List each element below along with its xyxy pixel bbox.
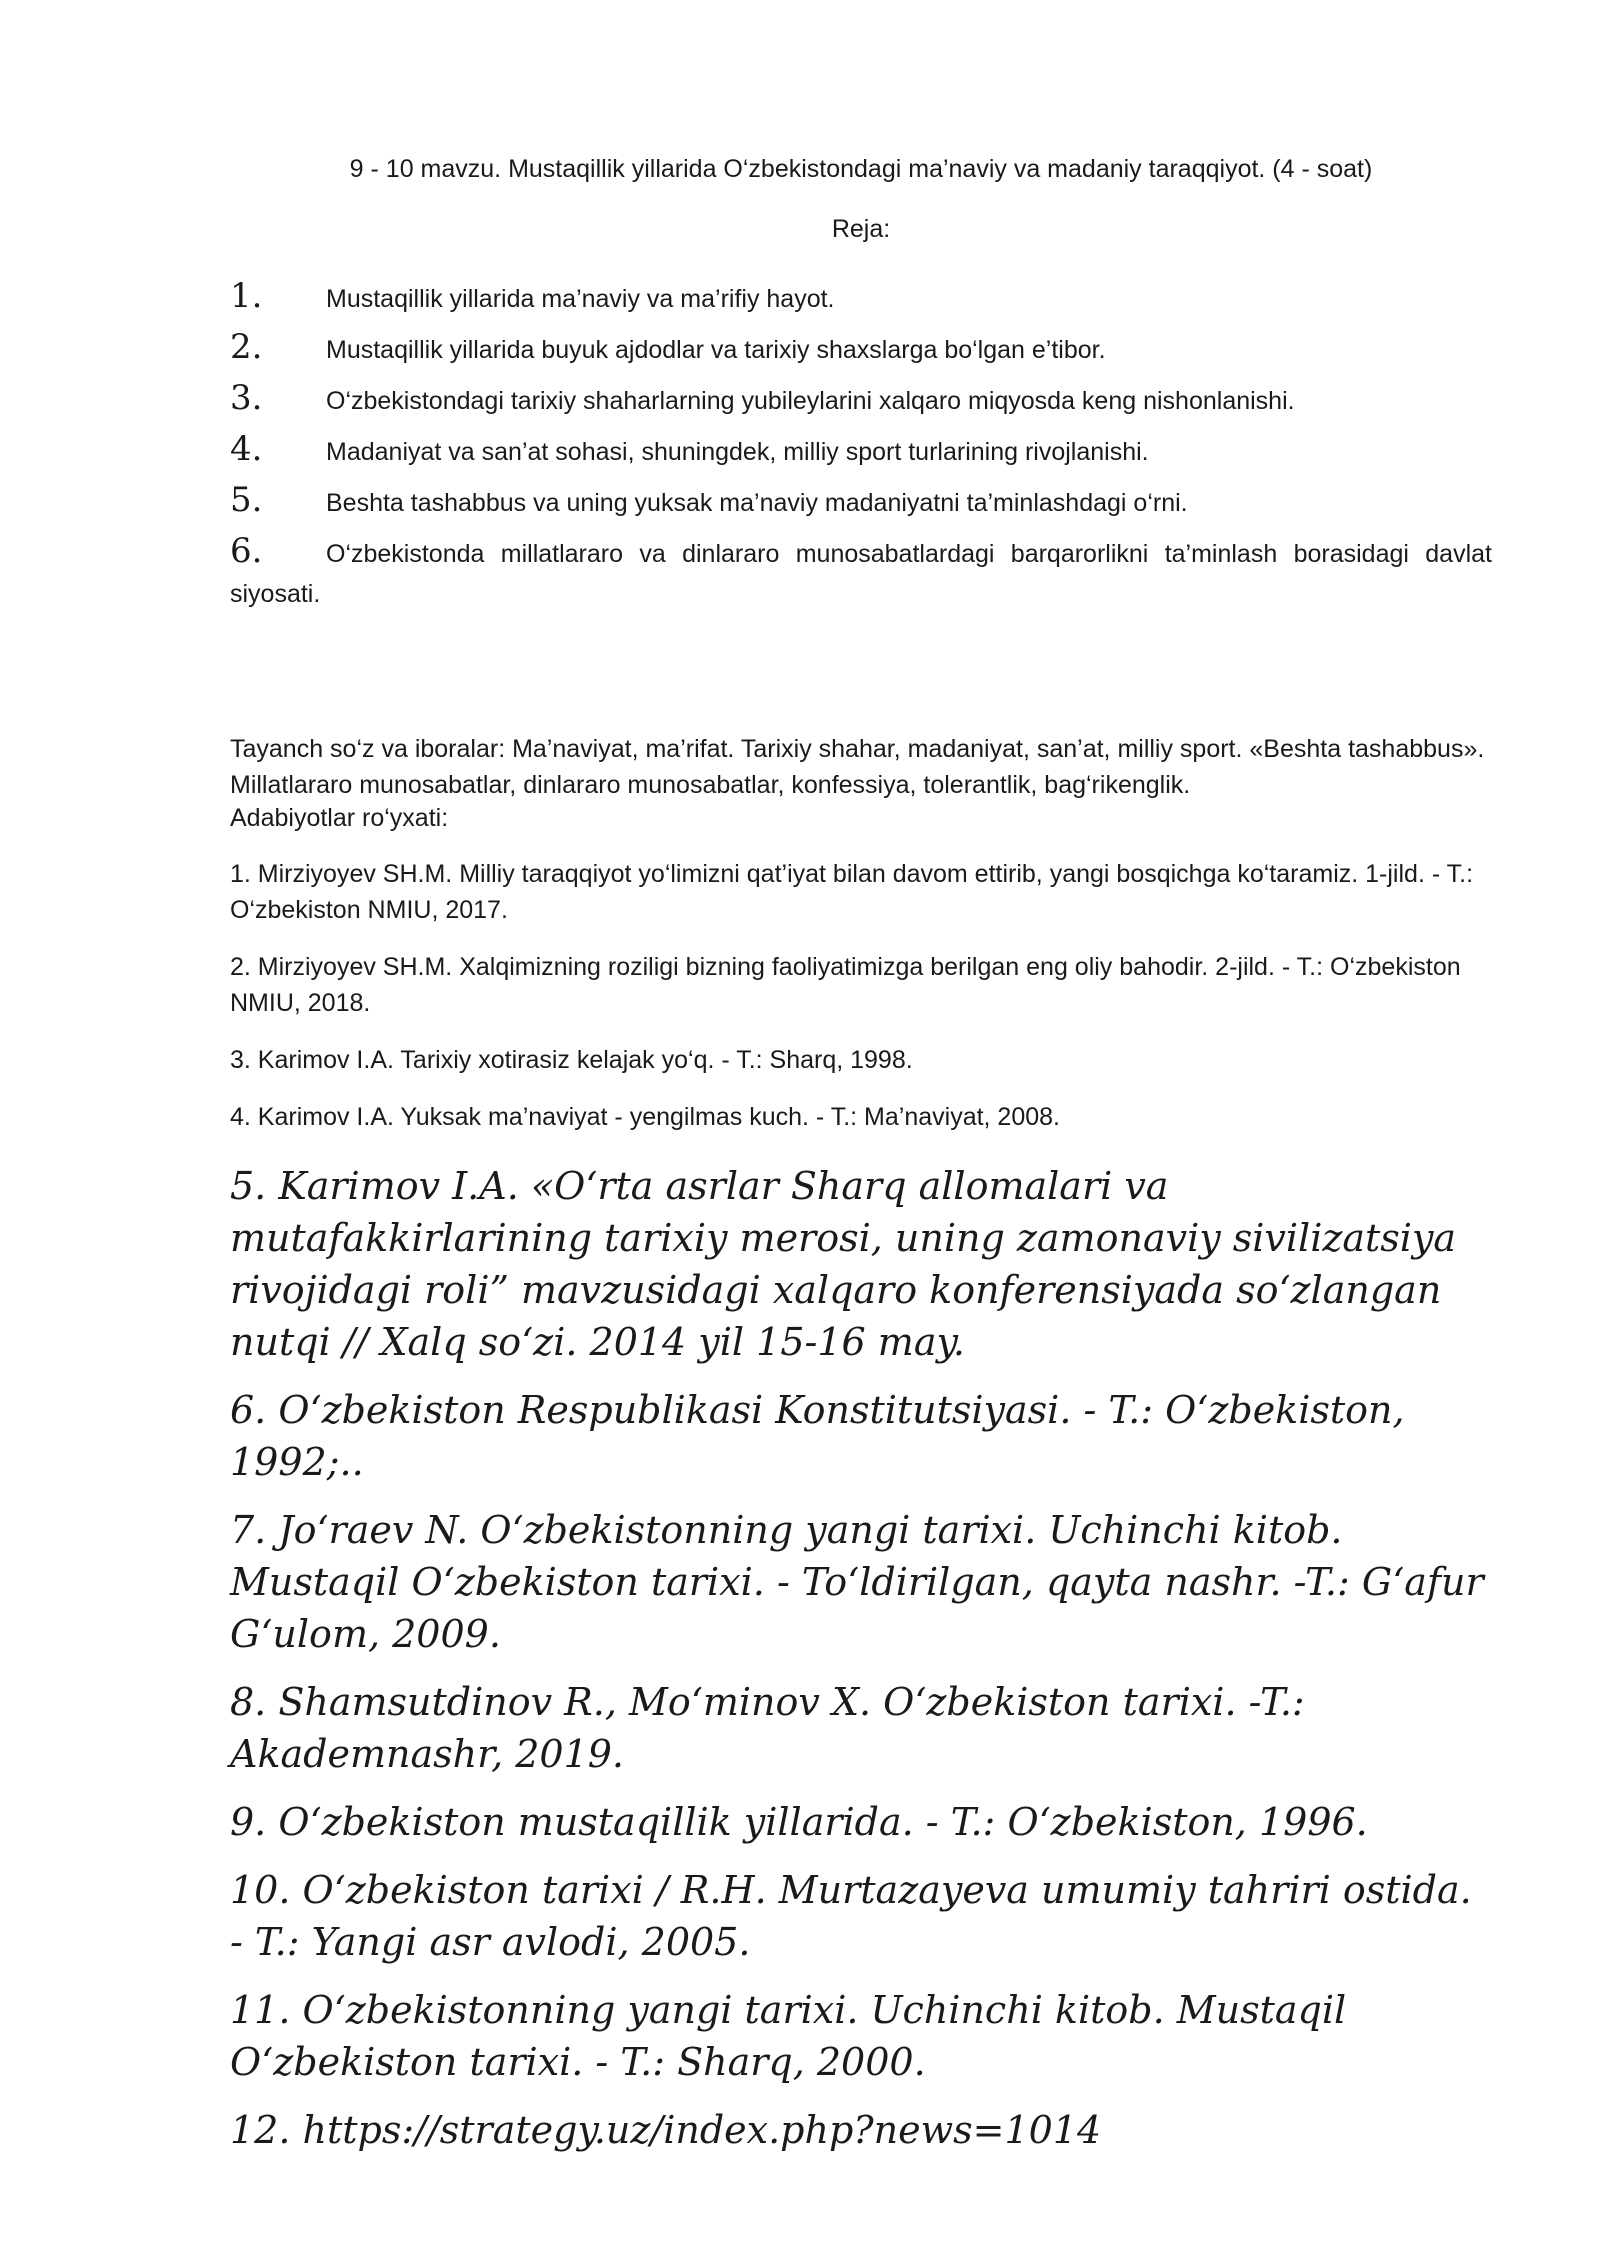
references-list: [230, 856, 1492, 1156]
reference-item: 5. Karimov I.A. «O‘rta asrlar Sharq allomalari va mutafakkirlarining tarixiy merosi, uning zamonaviy sivilizatsiya rivojidagi roli” mavzusidagi xalqaro konferensiyada so‘zlangan nutqi // Xalq so‘zi. 2014 yil 15-16 may.: [230, 1164, 1457, 1364]
plan-item-text: Madaniyat va san’at sohasi, shuningdek, milliy sport turlarining rivojlanishi.: [326, 438, 1149, 466]
reference-item: 1. Mirziyoyev SH.M. Milliy taraqqiyot yo‘limizni qat’iyat bilan davom ettirib, yangi bosqichga ko‘taramiz. 1-jild. - T.: O‘zbekiston NMIU, 2017.: [230, 860, 1474, 924]
reference-item: 9. O‘zbekiston mustaqillik yillarida. - T.: O‘zbekiston, 1996.: [230, 1800, 1368, 1844]
reference-item: 10. O‘zbekiston tarixi / R.H. Murtazayeva umumiy tahriri ostida. - T.: Yangi asr avlodi, 2005.: [230, 1868, 1472, 1964]
literature-heading: Adabiyotlar ro‘yxati:: [230, 804, 449, 832]
plan-item-text: O‘zbekistonda millatlararo va dinlararo munosabatlardagi barqarorlikni ta’minlash borasidagi davlat siyosati.: [230, 540, 1492, 608]
reference-item: 2. Mirziyoyev SH.M. Xalqimizning roziligi bizning faoliyatimizga berilgan eng oliy bahodir. 2-jild. - T.: O‘zbekiston NMIU, 2018.: [230, 953, 1461, 1017]
plan-heading: Reja:: [831, 215, 891, 243]
document-title: 9 - 10 mavzu. Mustaqillik yillarida O‘zbekistondagi ma’naviy va madaniy taraqqiyot. (4 - soat): [349, 155, 1373, 183]
plan-item: [230, 276, 1492, 327]
plan-item: [230, 327, 1492, 378]
reference-link[interactable]: 12. https://strategy.uz/index.php?news=1014: [230, 2108, 1102, 2152]
plan-item-text: Beshta tashabbus va uning yuksak ma’naviy madaniyatni ta’minlashdagi o‘rni.: [326, 489, 1188, 517]
keywords-paragraph: Tayanch so‘z va iboralar: Ma’naviyat, ma’rifat. Tarixiy shahar, madaniyat, san’at, milliy sport. «Beshta tashabbus». Millatlararo munosabatlar, dinlararo munosabatlar, konfessiya, tolerantlik, bag‘rikenglik.: [230, 735, 1485, 799]
references-list-large: [230, 1160, 1492, 2172]
plan-item-number: 4.: [230, 429, 263, 469]
plan-item-number: 1.: [230, 276, 263, 316]
plan-item-number: 3.: [230, 378, 263, 418]
reference-item: 3. Karimov I.A. Tarixiy xotirasiz kelajak yo‘q. - T.: Sharq, 1998.: [230, 1046, 913, 1074]
plan-item-number: 6.: [230, 531, 263, 571]
reference-item: 7. Jo‘raev N. O‘zbekistonning yangi tarixi. Uchinchi kitob. Mustaqil O‘zbekiston tarixi. - To‘ldirilgan, qayta nashr. -T.: G‘afur G‘ulom, 2009.: [230, 1508, 1484, 1656]
plan-item: [230, 480, 1492, 531]
reference-item: 8. Shamsutdinov R., Mo‘minov X. O‘zbekiston tarixi. -T.: Akademnashr, 2019.: [230, 1680, 1305, 1776]
plan-item-text: Mustaqillik yillarida buyuk ajdodlar va tarixiy shaxslarga bo‘lgan e’tibor.: [326, 336, 1106, 364]
reference-item: 4. Karimov I.A. Yuksak ma’naviyat - yengilmas kuch. - T.: Ma’naviyat, 2008.: [230, 1103, 1060, 1131]
plan-item: [230, 531, 1492, 614]
plan-item: [230, 378, 1492, 429]
plan-item: [230, 429, 1492, 480]
reference-item: 6. O‘zbekiston Respublikasi Konstitutsiyasi. - T.: O‘zbekiston, 1992;..: [230, 1388, 1405, 1484]
plan-item-text: O‘zbekistondagi tarixiy shaharlarning yubileylarini xalqaro miqyosda keng nishonlanishi.: [326, 387, 1295, 415]
plan-item-number: 5.: [230, 480, 263, 520]
plan-item-text: Mustaqillik yillarida ma’naviy va ma’rifiy hayot.: [326, 285, 835, 313]
reference-item: 11. O‘zbekistonning yangi tarixi. Uchinchi kitob. Mustaqil O‘zbekiston tarixi. - T.: Sharq, 2000.: [230, 1988, 1347, 2084]
plan-list: [230, 276, 1492, 614]
plan-item-number: 2.: [230, 327, 263, 367]
